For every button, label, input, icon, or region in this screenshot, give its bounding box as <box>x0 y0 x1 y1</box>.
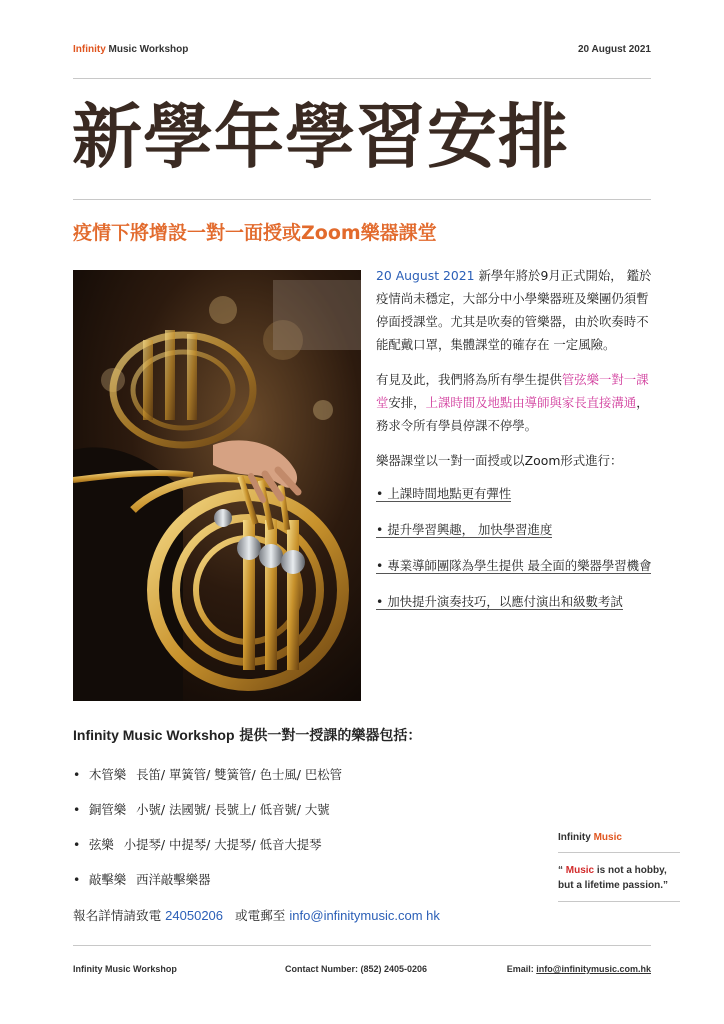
header-brand: Infinity Music Workshop <box>73 44 189 55</box>
list-item: • 弦樂 小提琴/ 中提琴/ 大提琴/ 低音大提琴 <box>73 837 322 852</box>
footer-divider <box>73 945 651 946</box>
email-link[interactable]: info@infinitymusic.com hk <box>289 908 440 923</box>
list-item: • 敲擊樂 西洋敲擊樂器 <box>73 872 211 887</box>
quote-divider <box>558 901 680 902</box>
instruments-list <box>73 765 342 905</box>
list-item: • 銅管樂 小號/ 法國號/ 長號上/ 低音號/ 大號 <box>73 802 330 817</box>
intro-paragraph: 20 August 2021 新學年將於9月正式開始， 鑑於疫情尚未穩定，大部分中小學樂器班及樂團仍須暫停面授課堂。尤其是吹奏的管樂器，由於吹奏時不能配戴口罩，集體課堂的確存在 一定風險。 <box>376 268 652 352</box>
header-divider <box>73 78 651 79</box>
enrolment-contact: 報名詳情請致電 24050206 或電郵至 info@infinitymusic.com hk <box>73 908 440 923</box>
page-footer <box>73 964 651 978</box>
quote-title: Infinity Music <box>558 832 622 843</box>
list-item: • 木管樂 長笛/ 單簧管/ 雙簧管/ 色士風/ 巴松管 <box>73 767 343 782</box>
quote-box <box>558 832 680 902</box>
footer-brand: Infinity Music Workshop <box>73 964 177 974</box>
title-divider <box>73 199 651 200</box>
page-header <box>73 44 651 58</box>
french-horn-photo <box>73 270 361 701</box>
page-title: 新學年學習安排 <box>72 96 569 178</box>
intro-date: 20 August 2021 <box>376 268 475 283</box>
quote-text: “ Music is not a hobby, but a lifetime passion.” <box>558 865 669 891</box>
list-item: • 加快提升演奏技巧，以應付演出和級數考試 <box>376 594 623 609</box>
intro-column <box>376 264 652 626</box>
instruments-heading: Infinity Music Workshop 提供一對一授課的樂器包括： <box>73 727 422 744</box>
footer-email: Email: info@infinitymusic.com.hk <box>506 964 651 974</box>
arrangement-paragraph: 有見及此，我們將為所有學生提供管弦樂一對一課堂安排，上課時間及地點由導師與家長直接溝通，務求令所有學員停課不停學。 <box>376 372 649 433</box>
benefits-list <box>376 482 652 613</box>
french-horn-icon <box>73 270 361 701</box>
list-item: • 專業導師團隊為學生提供 最全面的樂器學習機會 <box>376 558 652 573</box>
header-date: 20 August 2021 <box>578 44 651 55</box>
footer-phone: Contact Number: (852) 2405-0206 <box>285 964 428 974</box>
list-item: • 提升學習興趣， 加快學習進度 <box>376 522 553 537</box>
page-subtitle: 疫情下將增設一對一面授或Zoom樂器課堂 <box>73 222 437 244</box>
footer-email-link[interactable]: info@infinitymusic.com.hk <box>536 964 651 974</box>
format-paragraph: 樂器課堂以一對一面授或以Zoom形式進行： <box>376 453 623 468</box>
phone-link[interactable]: 24050206 <box>165 908 224 923</box>
list-item: • 上課時間地點更有彈性 <box>376 486 512 501</box>
